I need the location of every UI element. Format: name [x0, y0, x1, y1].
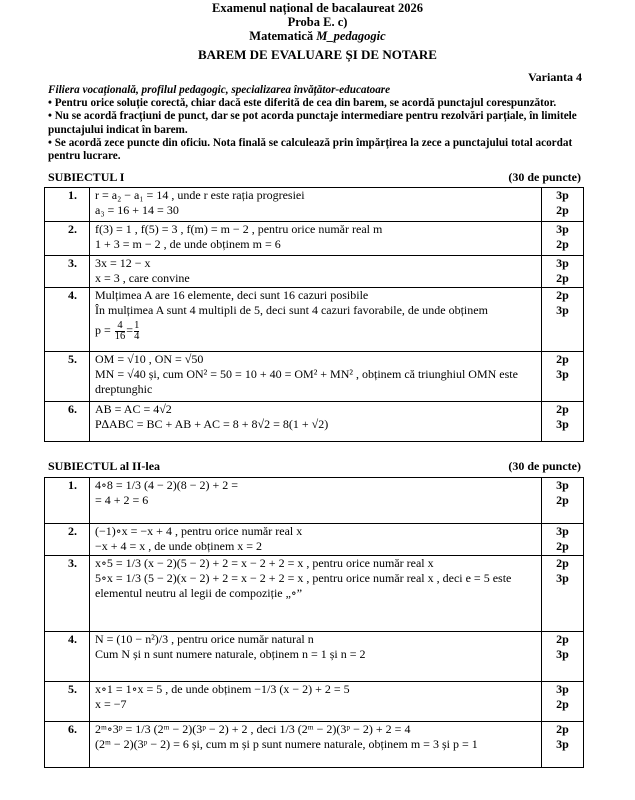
barem-row: [45, 352, 584, 402]
solution-line: f(3) = 1 , f(5) = 3 , f(m) = m − 2 , pentru orice număr real m: [95, 222, 383, 236]
item-number: 2.: [45, 222, 90, 256]
numerator: 4: [117, 319, 123, 331]
solution-line: x∘5 = 1/3 (x − 2)(5 − 2) + 2 = x − 2 + 2 = x , pentru orice număr real x: [95, 556, 434, 570]
solution-line: În mulțimea A sunt 4 multipli de 5, deci sunt 4 cazuri favorabile, de unde obținem: [95, 303, 488, 317]
item-number: 6.: [45, 722, 90, 768]
points-cell: [542, 256, 584, 288]
barem-row: [45, 256, 584, 288]
item-number: 6.: [45, 402, 90, 442]
solution-line: MN = √40 și, cum ON² = 50 = 10 + 40 = OM² + MN² , obținem că triunghiul OMN este: [95, 367, 518, 381]
points-cell: [542, 478, 584, 524]
points-cell: [542, 556, 584, 632]
solution-line: (−1)∘x = −x + 4 , pentru orice număr real x: [95, 524, 303, 538]
points-value: 2p: [556, 352, 569, 366]
points-cell: [542, 352, 584, 402]
points-value: 2p: [556, 237, 569, 251]
solution-line: = 4 + 2 = 6: [95, 493, 149, 507]
points-value: 3p: [556, 417, 569, 431]
solution-line: Cum N și n sunt numere naturale, obținem n = 1 și n = 2: [95, 647, 366, 661]
solution-line: x = 3 , care convine: [95, 271, 190, 285]
solution-line: 5∘x = 1/3 (5 − 2)(x − 2) + 2 = x − 2 + 2 = x , pentru orice număr real x , deci e = 5 este: [95, 571, 512, 585]
solution-text: [90, 682, 542, 722]
item-number: 1.: [45, 478, 90, 524]
points-value: 2p: [556, 402, 569, 416]
subiect2-table: [44, 477, 584, 768]
points-value: 3p: [556, 478, 569, 492]
solution-line: x∘1 = 1∘x = 5 , de unde obținem −1/3 (x − 2) + 2 = 5: [95, 682, 350, 696]
solution-text: [90, 256, 542, 288]
points-cell: [542, 222, 584, 256]
exam-title: Examenul național de bacalaureat 2026: [212, 1, 423, 15]
barem-row: [45, 682, 584, 722]
instruction-bullet: • Se acordă zece puncte din oficiu. Nota finală se calculează prin împărțirea la zece a punctajului total acordat pentru lucrare.: [48, 136, 573, 163]
subiect2-points: (30 de puncte): [508, 459, 581, 473]
subject-name: Matematică: [249, 29, 317, 43]
barem-row: [45, 524, 584, 556]
points-cell: [542, 632, 584, 682]
points-cell: [542, 682, 584, 722]
points-value: 3p: [556, 682, 569, 696]
points-cell: [542, 188, 584, 222]
solution-text: [90, 722, 542, 768]
item-number: 1.: [45, 188, 90, 222]
barem-row: [45, 288, 584, 352]
points-cell: [542, 288, 584, 352]
solution-text: [90, 288, 542, 352]
solution-line: a₃ = 16 + 14 = 30: [95, 203, 179, 217]
exam-proba: Proba E. c): [287, 15, 348, 29]
varianta-label: Varianta 4: [528, 70, 582, 84]
points-value: 3p: [556, 647, 569, 661]
instruction-bullet: • Pentru orice soluție corectă, chiar dacă este diferită de cea din barem, se acordă punctajul corespunzător.: [48, 97, 557, 110]
subiect1-title: SUBIECTUL I: [48, 170, 125, 184]
barem-row: [45, 478, 584, 524]
points-value: 3p: [556, 571, 569, 585]
points-value: 2p: [556, 271, 569, 285]
solution-text: [90, 478, 542, 524]
points-value: 2p: [556, 556, 569, 570]
solution-line: OM = √10 , ON = √50: [95, 352, 204, 366]
subject-variant-name: M_pedagogic: [316, 29, 386, 43]
barem-row: [45, 722, 584, 768]
solution-line: 3x = 12 − x: [95, 256, 151, 270]
item-number: 2.: [45, 524, 90, 556]
points-value: 2p: [556, 493, 569, 507]
solution-line: x = −7: [95, 697, 127, 711]
solution-line: −x + 4 = x , de unde obținem x = 2: [95, 539, 263, 553]
points-value: 2p: [556, 722, 569, 736]
subiect2-heading: [48, 459, 581, 474]
item-number: 4.: [45, 632, 90, 682]
solution-text: [90, 222, 542, 256]
subiect1-heading: [48, 170, 581, 185]
points-value: 3p: [556, 256, 569, 270]
exam-subject: [0, 29, 635, 43]
solution-text: [90, 556, 542, 632]
barem-row: [45, 402, 584, 442]
fraction: [134, 321, 139, 342]
item-number: 3.: [45, 256, 90, 288]
solution-text: [90, 352, 542, 402]
fraction: [115, 321, 126, 342]
probability-line: p = $\frac{4}{16}$ = $\frac{1}{4}$: [95, 319, 140, 342]
solution-line: 4∘8 = 1/3 (4 − 2)(8 − 2) + 2 =: [95, 478, 239, 492]
barem-row: [45, 556, 584, 632]
points-value: 3p: [556, 737, 569, 751]
solution-text: [90, 524, 542, 556]
intro-block: [48, 84, 588, 163]
solution-text: [90, 188, 542, 222]
item-number: 5.: [45, 352, 90, 402]
subiect2-title: SUBIECTUL al II-lea: [48, 459, 161, 473]
points-value: 3p: [556, 188, 569, 202]
item-number: 5.: [45, 682, 90, 722]
points-value: 2p: [556, 697, 569, 711]
item-number: 4.: [45, 288, 90, 352]
probability-prefix: p =: [95, 323, 114, 337]
item-number: 3.: [45, 556, 90, 632]
points-value: 2p: [556, 632, 569, 646]
barem-row: [45, 222, 584, 256]
subiect1-table: [44, 187, 584, 442]
subiect1-points: (30 de puncte): [508, 170, 581, 184]
solution-line: AB = AC = 4√2: [95, 402, 172, 416]
solution-line: r = a₂ − a₁ = 14 , unde r este rația progresiei: [95, 188, 305, 202]
points-value: 3p: [556, 303, 569, 317]
filiera-line: Filiera vocațională, profilul pedagogic, specializarea învățător-educatoare: [48, 84, 391, 96]
solution-text: [90, 402, 542, 442]
denominator: 16: [114, 330, 126, 342]
barem-row: [45, 188, 584, 222]
points-value: 2p: [556, 539, 569, 553]
solution-line: (2ᵐ − 2)(3ᵖ − 2) = 6 și, cum m și p sunt numere naturale, obținem m = 3 și p = 1: [95, 737, 478, 751]
points-value: 2p: [556, 288, 569, 302]
points-value: 3p: [556, 222, 569, 236]
barem-row: [45, 632, 584, 682]
denominator: 4: [134, 330, 140, 342]
solution-line: N = (10 − n²)/3 , pentru orice număr natural n: [95, 632, 314, 646]
solution-line: elementul neutru al legii de compoziție „∘”: [95, 586, 303, 600]
solution-line: 1 + 3 = m − 2 , de unde obținem m = 6: [95, 237, 281, 251]
points-cell: [542, 402, 584, 442]
points-value: 3p: [556, 524, 569, 538]
points-value: 2p: [556, 203, 569, 217]
solution-text: [90, 632, 542, 682]
solution-line: dreptunghic: [95, 382, 153, 396]
solution-line: 2ᵐ∘3ᵖ = 1/3 (2ᵐ − 2)(3ᵖ − 2) + 2 , deci 1/3 (2ᵐ − 2)(3ᵖ − 2) + 2 = 4: [95, 722, 411, 736]
solution-line: Mulțimea A are 16 elemente, deci sunt 16 cazuri posibile: [95, 288, 369, 302]
numerator: 1: [134, 319, 140, 331]
points-cell: [542, 722, 584, 768]
points-value: 3p: [556, 367, 569, 381]
instruction-bullet: • Nu se acordă fracțiuni de punct, dar se pot acorda punctaje intermediare pentru rezolvări parțiale, în limitele punctajului indicat în barem.: [48, 110, 577, 136]
solution-line: P∆ABC = BC + AB + AC = 8 + 8√2 = 8(1 + √2): [95, 417, 329, 431]
document-title: BAREM DE EVALUARE ȘI DE NOTARE: [198, 47, 437, 62]
points-cell: [542, 524, 584, 556]
